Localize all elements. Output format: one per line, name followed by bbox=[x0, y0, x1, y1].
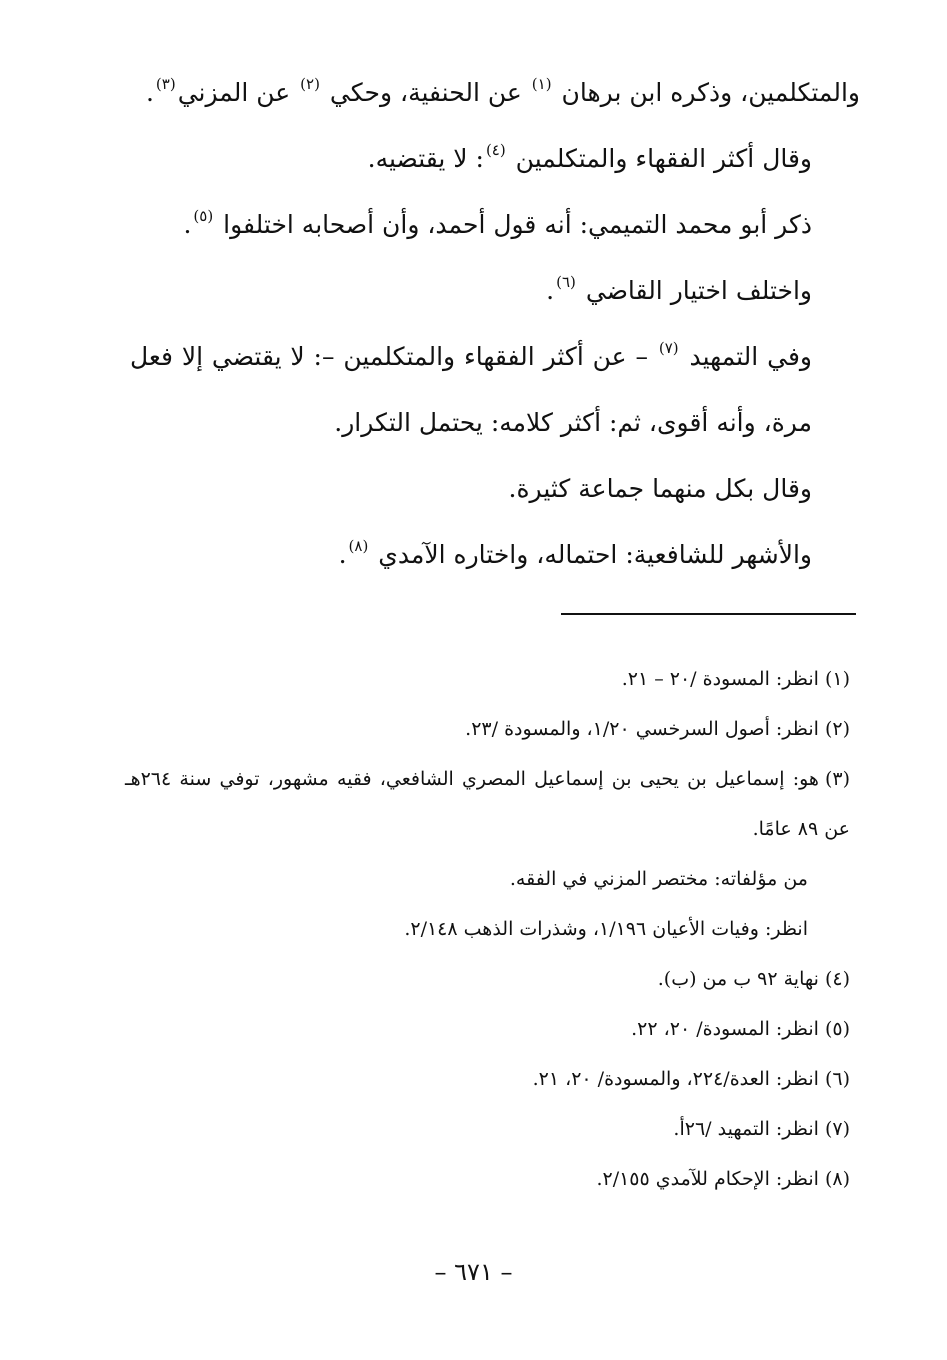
footnote-text: نهاية ٩٢ ب من (ب). bbox=[657, 968, 819, 990]
text-run: عن الحنفية، وحكي bbox=[329, 78, 522, 107]
footnote-text: انظر: المسودة /٢٠ – ٢١. bbox=[621, 668, 819, 690]
footnote-number: (١) bbox=[824, 668, 850, 690]
footnote-divider bbox=[561, 613, 856, 615]
text-run: . bbox=[183, 210, 192, 239]
footnote-text: انظر: وفيات الأعيان ١/١٩٦، وشذرات الذهب ٢/١٤٨. bbox=[404, 918, 808, 940]
footnote-2 bbox=[125, 704, 850, 754]
page-number: – ٦٧١ – bbox=[434, 1258, 513, 1286]
footnote-text: انظر: التمهيد /٢٦أ. bbox=[673, 1118, 819, 1140]
main-text bbox=[130, 60, 860, 588]
footnote-ref[interactable]: (٥) bbox=[193, 207, 214, 225]
text-run: – عن أكثر الفقهاء والمتكلمين –: لا يقتضي إلا فعل مرة، وأنه أقوى، ثم: أكثر كلامه: يحتمل التكرار. bbox=[130, 342, 812, 437]
footnote-1 bbox=[125, 654, 850, 704]
footnote-text: من مؤلفاته: مختصر المزني في الفقه. bbox=[509, 868, 808, 890]
footnote-number: (٨) bbox=[824, 1168, 850, 1190]
footnote-number: (٧) bbox=[824, 1118, 850, 1140]
footnote-ref[interactable]: (٣) bbox=[155, 75, 176, 93]
footnote-text: انظر: المسودة/ ٢٠، ٢٢. bbox=[631, 1018, 819, 1040]
footnote-text: هو: إسماعيل بن يحيى بن إسماعيل المصري الشافعي، فقيه مشهور، توفي سنة ٢٦٤هـ عن ٨٩ عامًا. bbox=[125, 768, 850, 840]
footnote-4 bbox=[125, 954, 850, 1004]
footnote-6 bbox=[125, 1054, 850, 1104]
paragraph-3 bbox=[130, 192, 860, 258]
text-run: ذكر أبو محمد التميمي: أنه قول أحمد، وأن أصحابه اختلفوا bbox=[223, 210, 812, 239]
text-run: والأشهر للشافعية: احتماله، واختاره الآمدي bbox=[378, 540, 812, 569]
footnote-number: (٢) bbox=[824, 718, 850, 740]
footnote-5 bbox=[125, 1004, 850, 1054]
paragraph-6 bbox=[130, 456, 860, 522]
footnote-8 bbox=[125, 1154, 850, 1204]
text-run: وفي التمهيد bbox=[689, 342, 812, 371]
footnote-ref[interactable]: (٨) bbox=[348, 537, 369, 555]
text-run: . bbox=[546, 276, 555, 305]
text-run: والمتكلمين، وذكره ابن برهان bbox=[561, 78, 860, 107]
footnote-text: انظر: العدة/٢٢٤، والمسودة/ ٢٠، ٢١. bbox=[532, 1068, 819, 1090]
footnote-ref[interactable]: (٢) bbox=[300, 75, 320, 93]
paragraph-1 bbox=[130, 60, 860, 126]
text-run: . bbox=[145, 78, 154, 107]
footnotes-section bbox=[125, 654, 850, 1204]
text-run: وقال بكل منهما جماعة كثيرة. bbox=[508, 474, 812, 503]
footnote-3-works bbox=[125, 854, 850, 904]
text-run: : لا يقتضيه. bbox=[367, 144, 484, 173]
footnote-3-sources bbox=[125, 904, 850, 954]
paragraph-2 bbox=[130, 126, 860, 192]
text-run: وقال أكثر الفقهاء والمتكلمين bbox=[515, 144, 812, 173]
text-run: عن المزني bbox=[177, 78, 291, 107]
paragraph-4 bbox=[130, 258, 860, 324]
footnote-text: انظر: أصول السرخسي ١/٢٠، والمسودة /٢٣. bbox=[465, 718, 819, 740]
footnote-number: (٣) bbox=[824, 768, 850, 790]
paragraph-5 bbox=[130, 324, 860, 456]
footnote-number: (٥) bbox=[824, 1018, 850, 1040]
footnote-ref[interactable]: (٧) bbox=[658, 339, 679, 357]
footnote-text: انظر: الإحكام للآمدي ٢/١٥٥. bbox=[596, 1168, 819, 1190]
footnote-3 bbox=[125, 754, 850, 854]
paragraph-7 bbox=[130, 522, 860, 588]
text-run: . bbox=[338, 540, 347, 569]
text-run: واختلف اختيار القاضي bbox=[585, 276, 812, 305]
footnote-ref[interactable]: (٤) bbox=[485, 141, 506, 159]
footnote-number: (٤) bbox=[824, 968, 850, 990]
footnote-ref[interactable]: (٦) bbox=[556, 273, 576, 291]
footnote-ref[interactable]: (١) bbox=[531, 75, 552, 93]
footnote-number: (٦) bbox=[824, 1068, 850, 1090]
footnote-7 bbox=[125, 1104, 850, 1154]
